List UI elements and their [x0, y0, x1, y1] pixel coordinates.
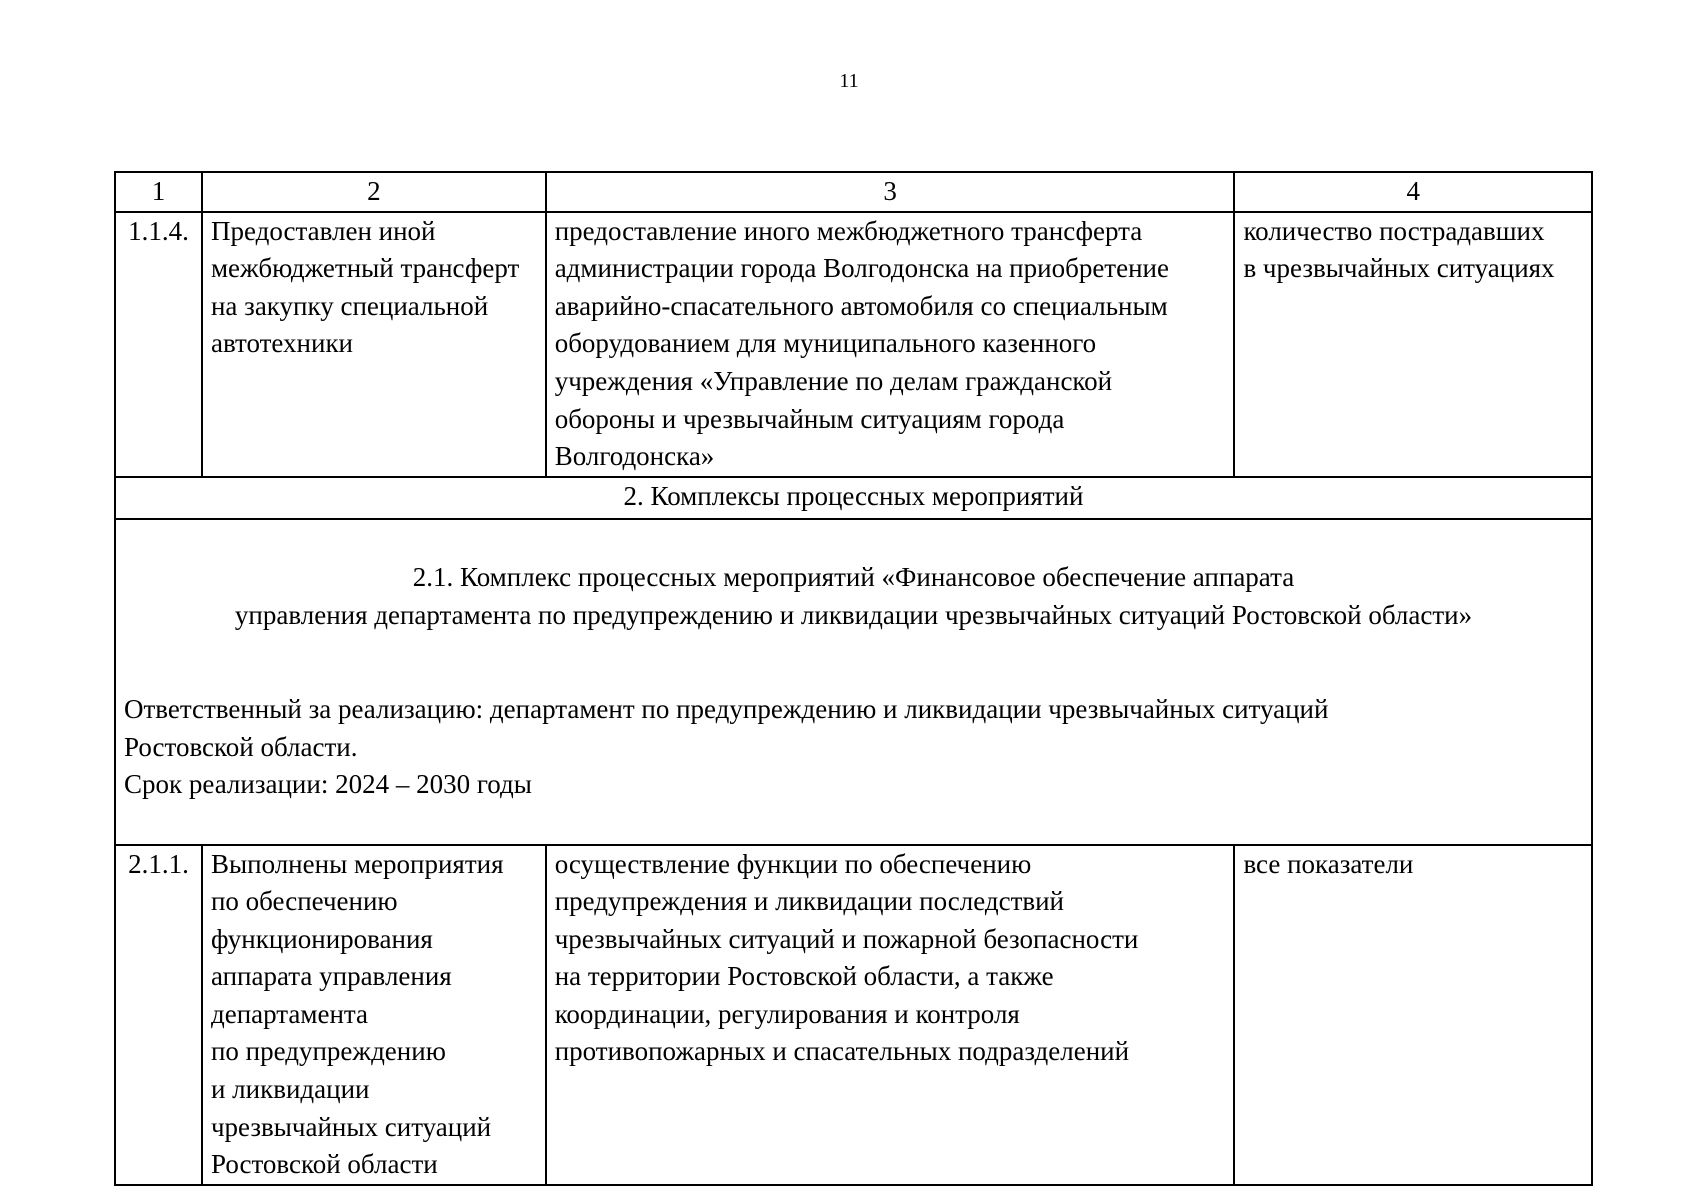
measures-table: [114, 171, 1593, 1186]
section-row: [115, 477, 1592, 519]
description-cell: предоставление иного межбюджетного трансферта администрации города Волгодонска на приобретение аварийно-спасательного автомобиля со специальным оборудованием для муниципального казенного учреждения «Управление по делам гражданской обороны и чрезвычайным ситуациям города Волгодонска»: [546, 212, 1235, 477]
page-number: 11: [839, 70, 859, 92]
row-number: 2.1.1.: [115, 845, 202, 1185]
section-title: 2. Комплексы процессных мероприятий: [115, 477, 1592, 519]
table-row: [115, 212, 1592, 477]
header-col-2: 2: [202, 172, 546, 212]
table-header-row: [115, 172, 1592, 212]
row-number: 1.1.4.: [115, 212, 202, 477]
task-cell: Выполнены мероприятия по обеспечению функционирования аппарата управления департамента по предупреждению и ликвидации чрезвычайных ситуаций Ростовской области: [202, 845, 546, 1185]
table-row: [115, 845, 1592, 1185]
complex-row: [115, 519, 1592, 845]
complex-responsible: Ответственный за реализацию: департамент по предупреждению и ликвидации чрезвычайных ситуаций Ростовской области. Срок реализации: 2024 – 2030 годы: [124, 694, 1329, 800]
complex-title: 2.1. Комплекс процессных мероприятий «Финансовое обеспечение аппарата управления департамента по предупреждению и ликвидации чрезвычайных ситуаций Ростовской области»: [234, 562, 1473, 630]
description-cell: осуществление функции по обеспечению предупреждения и ликвидации последствий чрезвычайных ситуаций и пожарной безопасности на территории Ростовской области, а также координации, регулирования и контроля противопожарных и спасательных подразделений: [546, 845, 1235, 1185]
complex-cell: [115, 519, 1592, 845]
task-cell: Предоставлен иной межбюджетный трансферт на закупку специальной автотехники: [202, 212, 546, 477]
indicator-cell: количество пострадавших в чрезвычайных ситуациях: [1234, 212, 1592, 477]
indicator-cell: все показатели: [1234, 845, 1592, 1185]
header-col-3: 3: [546, 172, 1235, 212]
header-col-4: 4: [1234, 172, 1592, 212]
header-col-1: 1: [115, 172, 202, 212]
